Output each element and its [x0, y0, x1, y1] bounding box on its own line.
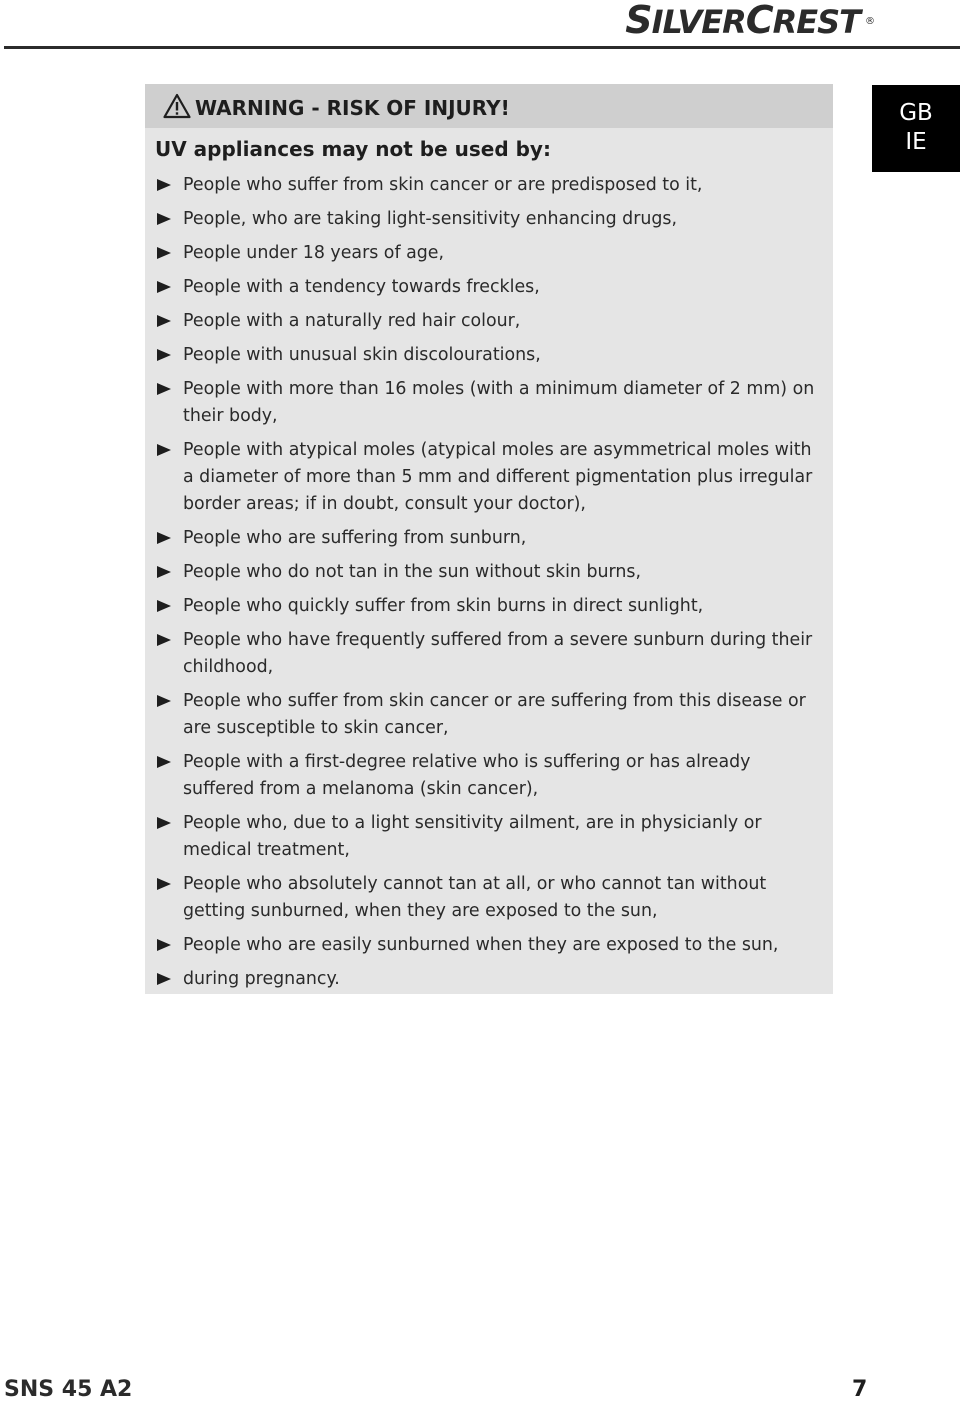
- list-item: [155, 688, 827, 742]
- language-code-gb: GB: [899, 100, 933, 126]
- list-item: [155, 932, 827, 959]
- warning-list: [155, 172, 827, 1000]
- list-item: [155, 172, 827, 199]
- warning-triangle-icon: [163, 93, 191, 119]
- list-item-text: People who absolutely cannot tan at all, or who cannot tan without getting sunburned, when they are exposed to the sun,: [183, 874, 767, 921]
- bullet-arrow-icon: [157, 817, 171, 829]
- header-rule: [4, 46, 960, 49]
- list-item-text: People who, due to a light sensitivity ailment, are in physicianly or medical treatment,: [183, 813, 762, 860]
- model-number: SNS 45 A2: [4, 1377, 133, 1402]
- list-item-text: People with more than 16 moles (with a minimum diameter of 2 mm) on their body,: [183, 379, 815, 426]
- bullet-arrow-icon: [157, 695, 171, 707]
- bullet-arrow-icon: [157, 939, 171, 951]
- list-item-text: People who are easily sunburned when they are exposed to the sun,: [183, 935, 779, 955]
- list-item: [155, 342, 827, 369]
- warning-title: WARNING - RISK OF INJURY!: [195, 96, 510, 120]
- list-item: [155, 810, 827, 864]
- bullet-arrow-icon: [157, 532, 171, 544]
- list-item-text: People, who are taking light-sensitivity enhancing drugs,: [183, 209, 678, 229]
- list-item-text: People with a tendency towards freckles,: [183, 277, 540, 297]
- language-code-ie: IE: [905, 129, 927, 155]
- list-item-text: People who suffer from skin cancer or are predisposed to it,: [183, 175, 703, 195]
- bullet-arrow-icon: [157, 281, 171, 293]
- bullet-arrow-icon: [157, 634, 171, 646]
- bullet-arrow-icon: [157, 600, 171, 612]
- list-item-text: People under 18 years of age,: [183, 243, 445, 263]
- list-item: [155, 627, 827, 681]
- bullet-arrow-icon: [157, 247, 171, 259]
- warning-header: [145, 84, 833, 128]
- bullet-arrow-icon: [157, 213, 171, 225]
- list-item: [155, 308, 827, 335]
- list-item-text: People who quickly suffer from skin burns in direct sunlight,: [183, 596, 704, 616]
- list-item: [155, 525, 827, 552]
- list-item: [155, 966, 827, 993]
- list-item-text: People with unusual skin discolourations,: [183, 345, 541, 365]
- bullet-arrow-icon: [157, 315, 171, 327]
- list-item-text: People with a naturally red hair colour,: [183, 311, 521, 331]
- warning-panel: [145, 84, 833, 994]
- bullet-arrow-icon: [157, 973, 171, 985]
- list-item-text: People who are suffering from sunburn,: [183, 528, 527, 548]
- list-item-text: People with atypical moles (atypical moles are asymmetrical moles with a diameter of more than 5 mm and different pigmentation plus irregular border areas; if in doubt, consult your doctor),: [183, 440, 813, 514]
- bullet-arrow-icon: [157, 349, 171, 361]
- list-item: [155, 559, 827, 586]
- page-number: 7: [852, 1377, 868, 1402]
- list-item: [155, 749, 827, 803]
- bullet-arrow-icon: [157, 566, 171, 578]
- bullet-arrow-icon: [157, 179, 171, 191]
- list-item: [155, 593, 827, 620]
- list-item-text: People who suffer from skin cancer or are suffering from this disease or are susceptible to skin cancer,: [183, 691, 806, 738]
- list-item-text: People with a first-degree relative who is suffering or has already suffered from a melanoma (skin cancer),: [183, 752, 751, 799]
- warning-intro: UV appliances may not be used by:: [155, 137, 551, 161]
- list-item: [155, 274, 827, 301]
- language-tab: [872, 85, 960, 172]
- brand-logo: SILVERCREST ®: [625, 0, 874, 42]
- list-item-text: during pregnancy.: [183, 969, 340, 989]
- bullet-arrow-icon: [157, 756, 171, 768]
- bullet-arrow-icon: [157, 444, 171, 456]
- list-item: [155, 871, 827, 925]
- list-item-text: People who do not tan in the sun without skin burns,: [183, 562, 641, 582]
- list-item-text: People who have frequently suffered from a severe sunburn during their childhood,: [183, 630, 813, 677]
- list-item: [155, 240, 827, 267]
- list-item: [155, 437, 827, 518]
- list-item: [155, 206, 827, 233]
- bullet-arrow-icon: [157, 878, 171, 890]
- list-item: [155, 376, 827, 430]
- bullet-arrow-icon: [157, 383, 171, 395]
